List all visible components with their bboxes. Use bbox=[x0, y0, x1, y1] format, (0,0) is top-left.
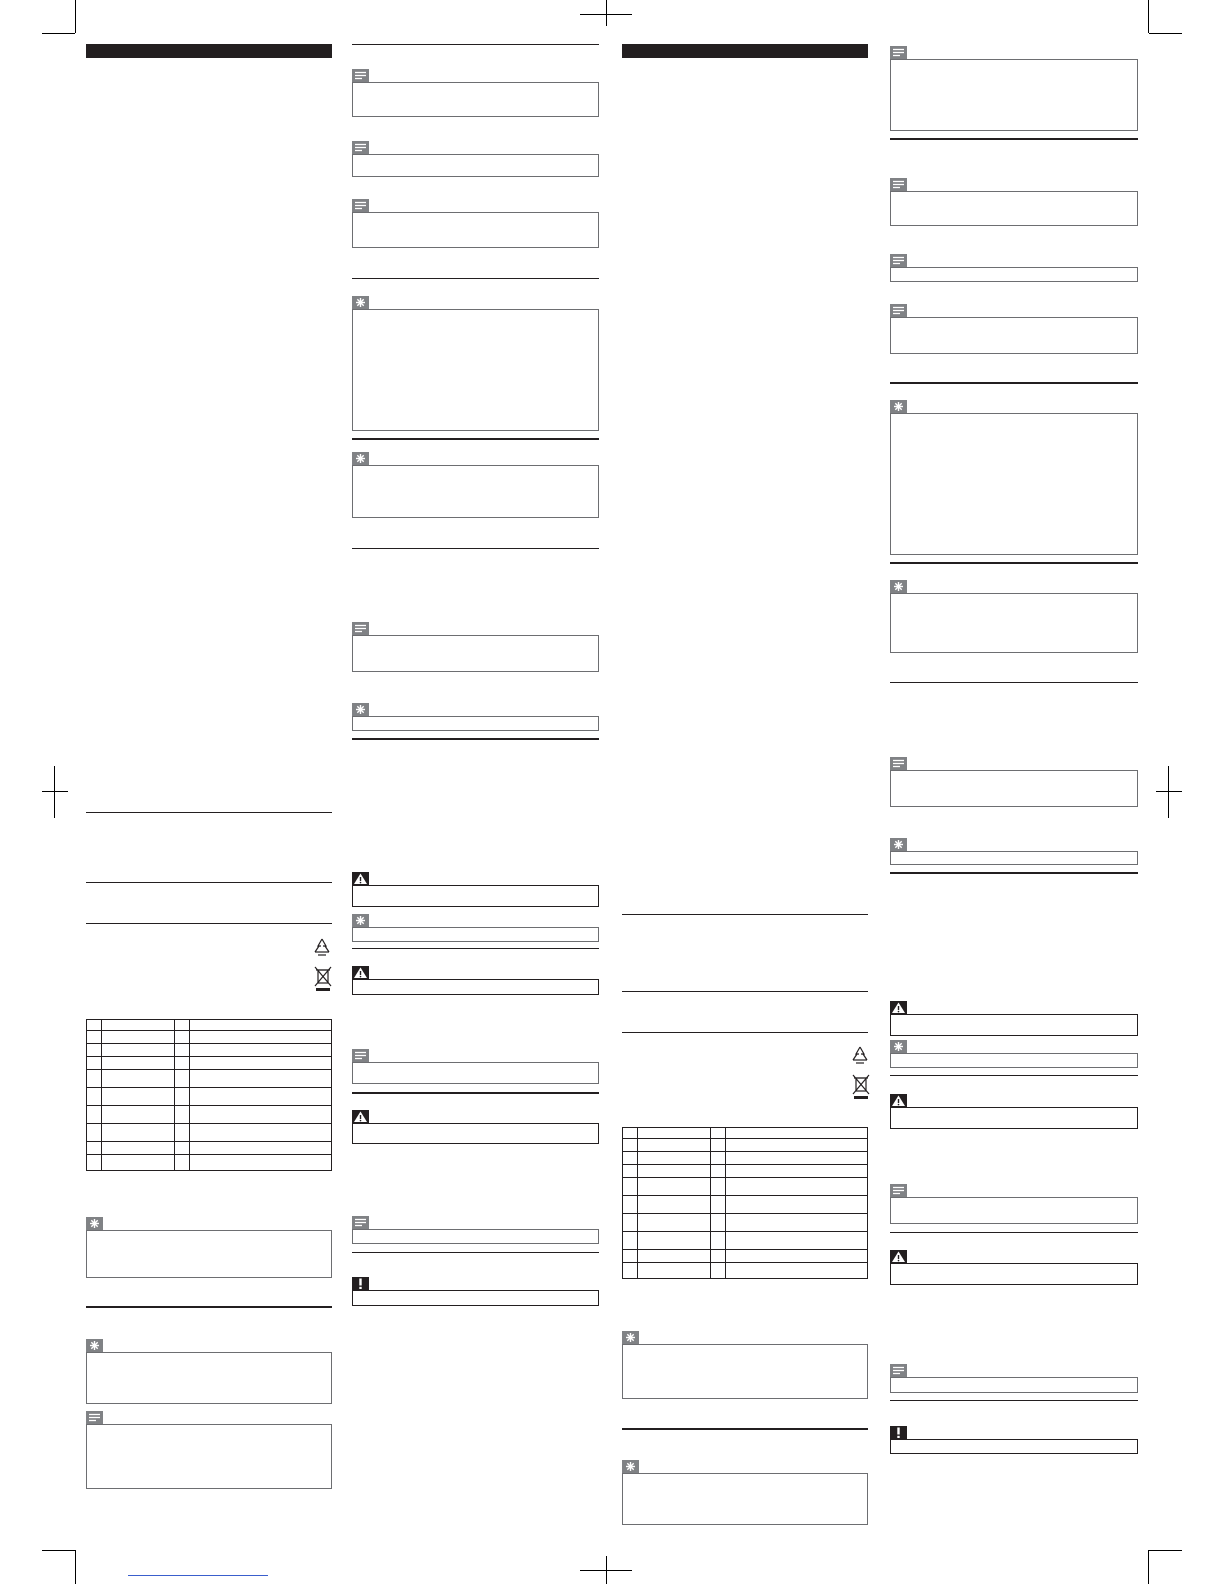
section-divider bbox=[352, 44, 599, 45]
table-row bbox=[623, 1250, 868, 1263]
recycle-icon bbox=[312, 937, 332, 957]
tip-icon bbox=[86, 1217, 103, 1230]
caution-icon bbox=[352, 1277, 369, 1290]
note-icon bbox=[352, 199, 369, 212]
note-box bbox=[890, 59, 1138, 131]
tip-icon bbox=[352, 452, 369, 465]
registration-mark-icon bbox=[580, 1570, 632, 1571]
table-row bbox=[623, 1263, 868, 1279]
note-box bbox=[890, 317, 1138, 354]
note-box bbox=[890, 191, 1138, 226]
tip-icon bbox=[622, 1331, 639, 1344]
section-divider bbox=[890, 1400, 1138, 1401]
tip-box bbox=[622, 1473, 868, 1525]
note-icon bbox=[352, 1049, 369, 1062]
note-box bbox=[890, 1377, 1138, 1393]
section-divider bbox=[352, 948, 599, 949]
note-icon bbox=[890, 46, 907, 59]
tip-icon bbox=[890, 580, 907, 593]
note-icon bbox=[890, 304, 907, 317]
warning-box bbox=[352, 1123, 599, 1144]
warning-icon bbox=[352, 966, 369, 979]
table-row bbox=[87, 1106, 332, 1124]
section-divider bbox=[352, 278, 599, 279]
section-divider bbox=[352, 548, 599, 549]
caution-icon bbox=[890, 1426, 907, 1439]
note-box bbox=[352, 212, 599, 248]
note-icon bbox=[352, 622, 369, 635]
tip-box bbox=[890, 851, 1138, 865]
section-divider bbox=[890, 382, 1138, 384]
tip-icon bbox=[352, 914, 369, 927]
table-row bbox=[623, 1165, 868, 1178]
tip-icon bbox=[622, 1460, 639, 1473]
table-row bbox=[87, 1088, 332, 1106]
tip-box bbox=[86, 1230, 332, 1278]
registration-mark-icon bbox=[42, 791, 68, 792]
note-icon bbox=[890, 757, 907, 770]
crop-mark-icon bbox=[1148, 1550, 1149, 1584]
note-box bbox=[890, 267, 1138, 282]
registration-mark-icon bbox=[1168, 766, 1169, 818]
note-icon bbox=[352, 69, 369, 82]
table-row bbox=[87, 1031, 332, 1044]
caution-box bbox=[352, 1290, 599, 1306]
crop-mark-icon bbox=[1149, 1550, 1182, 1551]
tip-box bbox=[352, 716, 599, 731]
note-box bbox=[890, 770, 1138, 807]
note-box bbox=[352, 82, 599, 117]
tip-box bbox=[352, 309, 599, 431]
table-row bbox=[87, 1057, 332, 1070]
tip-icon bbox=[86, 1339, 103, 1352]
note-box bbox=[890, 1197, 1138, 1224]
crop-mark-icon bbox=[1148, 0, 1149, 33]
registration-mark-icon bbox=[1156, 791, 1182, 792]
section-header-bar bbox=[622, 44, 868, 58]
tip-icon bbox=[352, 296, 369, 309]
section-divider bbox=[86, 923, 332, 924]
warning-icon bbox=[890, 1001, 907, 1014]
note-icon bbox=[86, 1411, 103, 1424]
warning-box bbox=[890, 1263, 1138, 1285]
caution-box bbox=[890, 1439, 1138, 1454]
note-box bbox=[352, 1062, 599, 1084]
note-box bbox=[86, 1424, 332, 1489]
tip-icon bbox=[352, 703, 369, 716]
warning-box bbox=[352, 979, 599, 995]
section-divider bbox=[622, 1428, 868, 1430]
table-row bbox=[87, 1044, 332, 1057]
table-row bbox=[87, 1020, 332, 1031]
note-icon bbox=[890, 254, 907, 267]
specification-table bbox=[86, 1019, 332, 1171]
crop-mark-icon bbox=[1149, 33, 1182, 34]
table-row bbox=[623, 1152, 868, 1165]
crop-mark-icon bbox=[75, 1550, 76, 1584]
warning-icon bbox=[890, 1094, 907, 1107]
note-box bbox=[352, 154, 599, 177]
section-divider bbox=[890, 562, 1138, 564]
section-divider bbox=[352, 1252, 599, 1253]
crop-mark-icon bbox=[75, 0, 76, 33]
section-divider bbox=[890, 872, 1138, 874]
section-divider bbox=[86, 1306, 332, 1308]
registration-mark-icon bbox=[580, 14, 632, 15]
section-header-bar bbox=[86, 44, 332, 58]
table-row bbox=[623, 1178, 868, 1196]
section-divider bbox=[352, 738, 599, 740]
section-divider bbox=[352, 438, 599, 440]
warning-box bbox=[890, 1014, 1138, 1036]
table-row bbox=[623, 1196, 868, 1214]
footer-link-underline[interactable] bbox=[128, 1575, 268, 1576]
table-row bbox=[87, 1155, 332, 1171]
warning-icon bbox=[352, 872, 369, 885]
note-icon bbox=[352, 141, 369, 154]
tip-icon bbox=[890, 400, 907, 413]
section-divider bbox=[86, 882, 332, 883]
crossed-bin-icon bbox=[314, 966, 332, 992]
note-icon bbox=[890, 1184, 907, 1197]
section-divider bbox=[890, 682, 1138, 683]
tip-box bbox=[890, 593, 1138, 653]
tip-box bbox=[890, 413, 1138, 555]
warning-icon bbox=[890, 1250, 907, 1263]
table-row bbox=[87, 1070, 332, 1088]
note-box bbox=[352, 1229, 599, 1244]
registration-mark-icon bbox=[606, 0, 607, 26]
tip-box bbox=[352, 465, 599, 518]
table-row bbox=[623, 1214, 868, 1232]
section-divider bbox=[622, 991, 868, 992]
table-row bbox=[623, 1128, 868, 1139]
tip-icon bbox=[890, 838, 907, 851]
crop-mark-icon bbox=[42, 33, 75, 34]
tip-box bbox=[890, 1053, 1138, 1068]
tip-box bbox=[622, 1344, 868, 1399]
specification-table bbox=[622, 1127, 868, 1279]
recycle-icon bbox=[850, 1045, 870, 1065]
section-divider bbox=[890, 1075, 1138, 1076]
table-row bbox=[623, 1139, 868, 1152]
crossed-bin-icon bbox=[852, 1074, 870, 1100]
registration-mark-icon bbox=[54, 766, 55, 818]
note-icon bbox=[352, 1216, 369, 1229]
crop-mark-icon bbox=[42, 1550, 75, 1551]
warning-box bbox=[352, 885, 599, 907]
note-box bbox=[352, 635, 599, 672]
table-row bbox=[87, 1124, 332, 1142]
warning-icon bbox=[352, 1110, 369, 1123]
section-divider bbox=[890, 1232, 1138, 1233]
note-icon bbox=[890, 1364, 907, 1377]
table-row bbox=[623, 1232, 868, 1250]
section-divider bbox=[86, 812, 332, 813]
note-icon bbox=[890, 178, 907, 191]
section-divider bbox=[622, 1032, 868, 1033]
tip-icon bbox=[890, 1040, 907, 1053]
section-divider bbox=[352, 1092, 599, 1094]
section-divider bbox=[890, 138, 1138, 140]
tip-box bbox=[352, 927, 599, 942]
section-divider bbox=[622, 914, 868, 915]
tip-box bbox=[86, 1352, 332, 1404]
warning-box bbox=[890, 1107, 1138, 1129]
table-row bbox=[87, 1142, 332, 1155]
